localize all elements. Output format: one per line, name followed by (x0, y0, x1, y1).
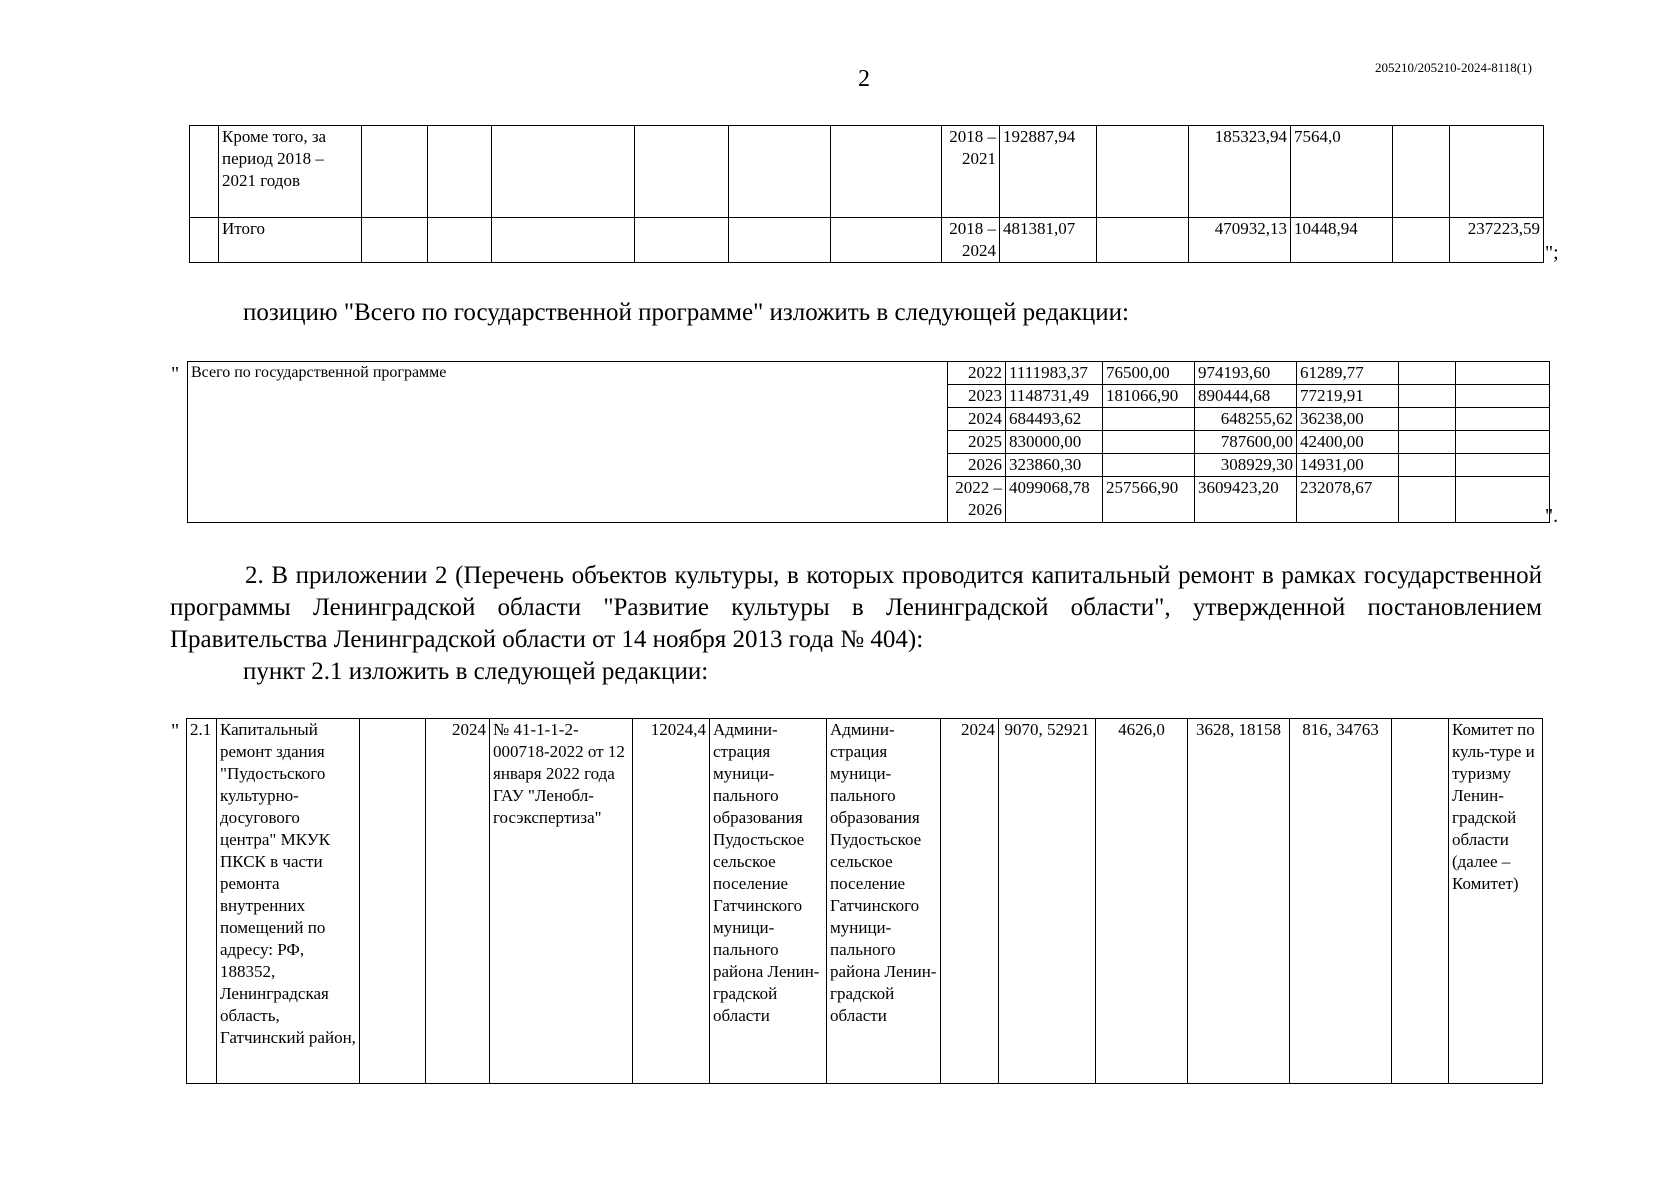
table-row (190, 218, 1544, 263)
value-cell: 3628, 18158 (1188, 719, 1290, 1084)
value-cell: 192887,94 (1000, 126, 1097, 218)
value-cell: 237223,59 (1450, 218, 1544, 263)
opening-quote: " (171, 363, 180, 385)
table-program-total (187, 361, 1550, 523)
value-cell: 481381,07 (1000, 218, 1097, 263)
table-row: 2023 1148731,49 181066,90 890444,68 77219,91 (188, 385, 1550, 408)
table-row: 2026 323860,30 308929,30 14931,00 (188, 454, 1550, 477)
value-cell: 470932,13 (1189, 218, 1291, 263)
instruction-paragraph: 2. В приложении 2 (Перечень объектов культуры, в которых проводится капитальный ремонт в рамках государственной программы Ленинградской области "Развитие культуры в Ленинградской области", утвержденной постановлением Правительства Ленинградской области от 14 ноября 2013 года № 404): (170, 562, 1542, 653)
value-cell: 816, 34763 (1290, 719, 1392, 1084)
table-row (190, 126, 1544, 218)
closing-quote: "; (1545, 242, 1559, 264)
page-number: 2 (858, 66, 870, 92)
row-label: Кроме того, за период 2018 – 2021 годов (219, 126, 362, 218)
document-id: 205210/205210-2024-8118(1) (1375, 60, 1532, 75)
responsible-cell: Комитет по куль-туре и туризму Ленин-градской области (далее – Комитет) (1449, 719, 1543, 1084)
table-row: 2.1 Капитальный ремонт здания "Пудостьского культурно-досугового центра" МКУК ПКСК в части ремонта внутренних помещений по адресу: РФ, 188352, Ленинградская область, Гатчинский район, 2024 № 41-1-1-2-000718-2022 от 12 января 2022 года ГАУ "Ленобл-госэкспертиза" 12024,4 Админи-страция муници-пального образования Пудостьское сельское поселение Гатчинского муници-пального района Ленин-градской области Админи-страция муници-пального образования Пудостьское сельское поселение Гатчинского муници-пального района Ленин-градской области 2024 9070, 52921 4626,0 3628, 18158 816, 34763 Комитет по куль-туре и туризму Ленин-градской области (далее – Комитет) (187, 719, 1543, 1084)
period-cell: 2018 – 2021 (942, 126, 1000, 218)
instruction-paragraph: позицию "Всего по государственной программе" изложить в следующей редакции: (243, 299, 1129, 326)
opening-quote: " (171, 720, 180, 742)
table-totals-2018-2024 (189, 125, 1544, 263)
table-row: 2024 684493,62 648255,62 36238,00 (188, 408, 1550, 431)
closing-quote: ". (1545, 505, 1559, 527)
value-cell: 7564,0 (1291, 126, 1393, 218)
table-row: 2022 – 2026 4099068,78 257566,90 3609423,20 232078,67 (188, 477, 1550, 523)
value-cell: 10448,94 (1291, 218, 1393, 263)
table-culture-objects (186, 718, 1543, 1084)
value-cell: 4626,0 (1096, 719, 1188, 1084)
item-number: 2.1 (187, 719, 217, 1084)
table-row: 2025 830000,00 787600,00 42400,00 (188, 431, 1550, 454)
value-cell: 185323,94 (1189, 126, 1291, 218)
customer-cell: Админи-страция муници-пального образования Пудостьское сельское поселение Гатчинского муници-пального района Ленин-градской области (710, 719, 827, 1084)
value-cell: 9070, 52921 (999, 719, 1096, 1084)
period-cell: 2018 – 2024 (942, 218, 1000, 263)
developer-cell: Админи-страция муници-пального образования Пудостьское сельское поселение Гатчинского муници-пального района Ленин-градской области (827, 719, 941, 1084)
expertise-cell: № 41-1-1-2-000718-2022 от 12 января 2022 года ГАУ "Ленобл-госэкспертиза" (490, 719, 633, 1084)
row-label: Итого (219, 218, 362, 263)
object-description: Капитальный ремонт здания "Пудостьского культурно-досугового центра" МКУК ПКСК в части ремонта внутренних помещений по адресу: РФ, 188352, Ленинградская область, Гатчинский район, (217, 719, 360, 1084)
table-row: Всего по государственной программе 2022 1111983,37 76500,00 974193,60 61289,77 (188, 362, 1550, 385)
row-label: Всего по государственной программе (188, 362, 948, 523)
instruction-paragraph: пункт 2.1 изложить в следующей редакции: (243, 658, 709, 685)
